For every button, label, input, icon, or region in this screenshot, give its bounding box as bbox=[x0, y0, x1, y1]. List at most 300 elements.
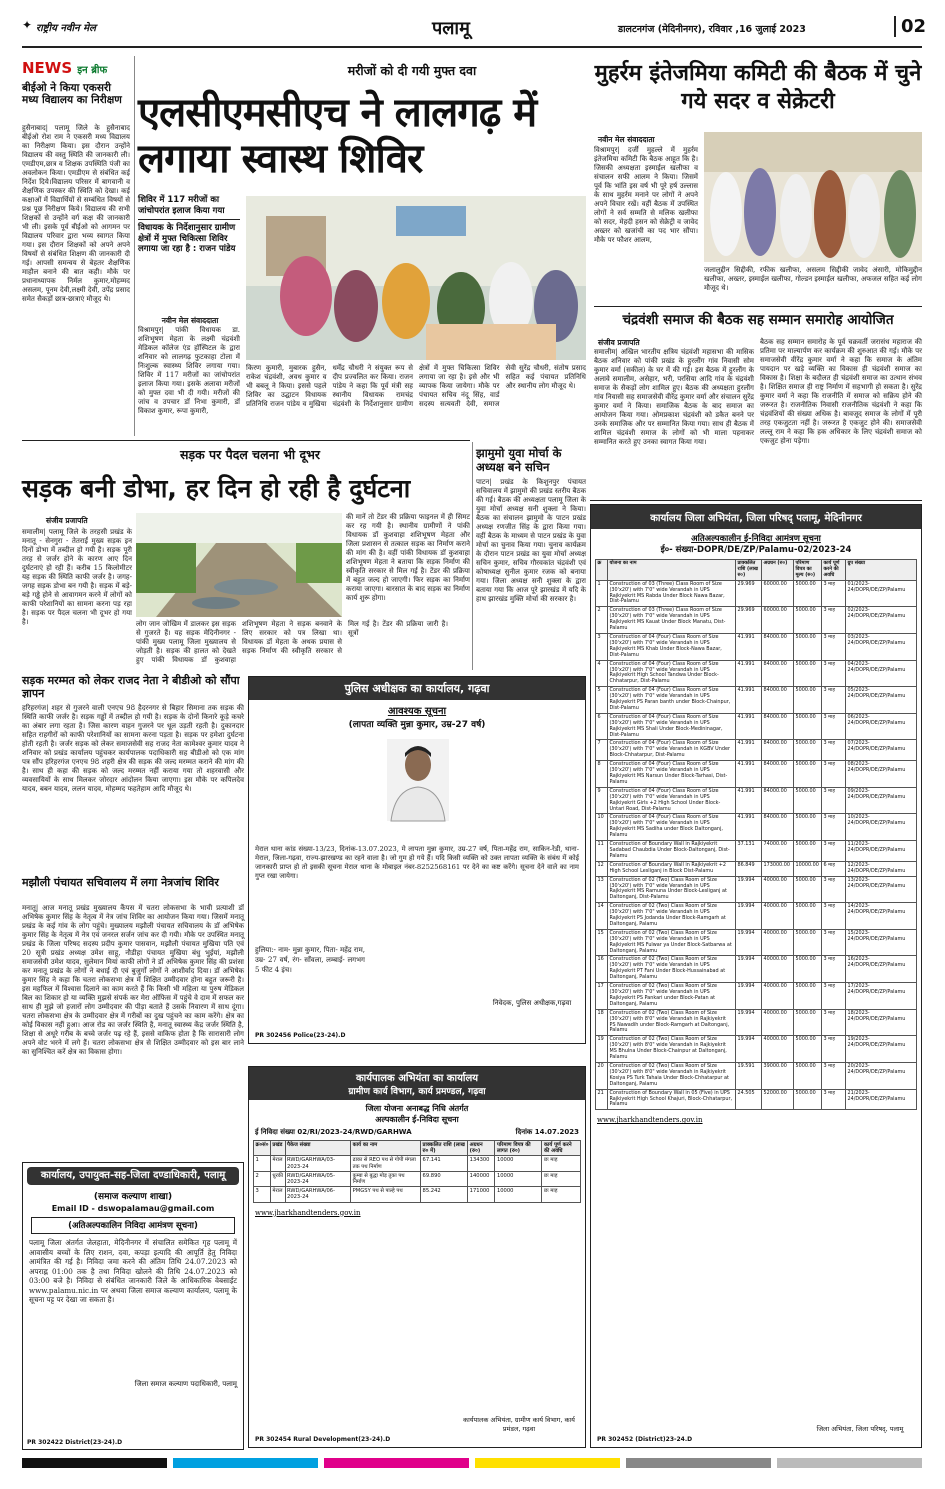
muharram-byline: नवीन मेल संवाददाता bbox=[598, 135, 655, 144]
news-in-brief-label bbox=[22, 58, 122, 78]
zp-table-row-cell: 41.991 bbox=[736, 787, 762, 814]
zp-table-row-cell: 5000.00 bbox=[794, 713, 822, 740]
road-top-rule bbox=[22, 440, 470, 441]
zp-table-row-cell: 5000.00 bbox=[794, 580, 822, 607]
zp-table-row-cell: 5000.00 bbox=[794, 1009, 822, 1036]
zp-table-row-cell: 5000.00 bbox=[794, 740, 822, 761]
rwd-col-header: क्र०सं० bbox=[254, 1141, 271, 1156]
dateline: डालटनगंज (मेदिनीनगर), रविवार ,16 जुलाई 2023 bbox=[618, 24, 806, 35]
zp-table-row-cell: 3 माह bbox=[822, 580, 846, 607]
zp-table-row-cell: 16 bbox=[596, 956, 608, 983]
zp-col-header: क्र bbox=[596, 560, 608, 581]
masthead bbox=[22, 16, 927, 46]
zp-table-row bbox=[596, 876, 917, 903]
zp-table-row-cell: 17 bbox=[596, 983, 608, 1010]
dswo-sign: जिला समाज कल्याण पदाधिकारी, पलामू bbox=[134, 1380, 237, 1388]
dswo-sub: (समाज कल्याण शाखा) bbox=[93, 1192, 173, 1202]
lead-body-1: विश्रामपुर| पांकी विधायक डा. शशिभूषण मेहता के लक्ष्मी चंद्रवंशी मेडिकल कॉलेज एंड हॉस्पिटल के द्वारा शनिवार को लालगढ़ फुटकाहा टोला में निःशुल्क स्वास्थ्य शिविर लगाया गया। शिविर में 117 मरीजों का जांचोपरांत इलाज किया गया। इसके अलावा मरीजों को मुफ्त दवा भी दी गयी। मरीजों की जांच व उपचार डॉ निभा कुमारी, डॉ विकाश कुमार, रूपा कुमारी, bbox=[138, 326, 240, 415]
zp-table-row-cell: 5000.00 bbox=[794, 983, 822, 1010]
registration-swatch bbox=[777, 1458, 922, 1468]
rwd-table-row-cell: 140000 bbox=[468, 1171, 495, 1186]
zp-table-row bbox=[596, 929, 917, 956]
zp-table-row bbox=[596, 814, 917, 841]
zp-table-row-cell: Construction of 02 (Two) Class Room of Size (30'x20') with 7'0" wide Verandah in UPS Rajkiyekrit MS Fulwar ya Under Block-Satbarwa at Daltonganj, Palamu bbox=[608, 929, 736, 956]
registration-swatch bbox=[626, 1458, 771, 1468]
police-title: आवश्यक सूचना bbox=[387, 706, 447, 717]
section-name: पलामू bbox=[432, 18, 470, 39]
dswo-body: पलामू जिला अंतर्गत जेलहाता, मेदिनीनगर में संचालित समेकित गृह पलामू में आवासीय बच्चों के लिए राशन, दवा, कपड़ा इत्यादि की आपूर्ति हेतु निविदा आमंत्रित की गई है। निविदा जमा करने की अंतिम तिथि 24.07.2023 को अपराह्न 01:00 तक है तथा निविदा खोलने की तिथि 24.07.2023 को 03:00 बजे है। निविदा से संबंधित जानकारी जिले के आधिकारिक वेबसाईट www.palamu.nic.in पर अथवा जिला समाज कल्याण कार्यालय, पलामू के सूचना पट्ट पर देखा जा सकता है। bbox=[29, 1238, 237, 1304]
zp-table-row bbox=[596, 861, 917, 876]
zp-table-row-cell: 09/2023-24/DOPR/DE/ZP/Palamu bbox=[846, 787, 917, 814]
zp-table-row-cell: Construction of 04 (Four) Class Room of Size (30'x20') with 7'0" wide Verandah in UPS Rajkiyekrit MS Shali Under Block-Medininagar, Dist-Palamu bbox=[608, 713, 736, 740]
jmm-body: पाटन| प्रखंड के किशुनपुर पंचायत सचिवालय में झामुमो की प्रखंड स्तरीय बैठक की गई। बैठक की अध्यक्षता पलामू जिला के युवा मोर्चा अध्यक्ष सनी शुक्ला ने किया। बैठक का संचालन झामुमो के पाटन प्रखंड अध्यक्ष रणजीत सिंह के द्वारा किया गया। वहीं बैठक के माध्यम से पाटन प्रखंड के युवा मोर्चा का चुनाव किया गया। चुनाव कार्यक्रम के दौरान पाटन प्रखंड का युवा मोर्चा अध्यक्ष सचिन कुमार, सचिव गौरवकांत चंद्रवंशी एवं कोषाध्यक्ष सुनील कुमार रजक को बनाया गया। जिला अध्यक्ष सनी शुक्ला के द्वारा बताया गया कि आज पूरे झारखंड में यदि के हाथ झारखंड मुक्ति मोर्चा की सरकार है। bbox=[476, 478, 586, 603]
zp-table-row bbox=[596, 687, 917, 714]
rwd-table-row-cell: कुम्बा से बुद्धा मोड़ तुका पथ निर्माण bbox=[351, 1171, 421, 1186]
muharram-rule bbox=[594, 306, 922, 307]
news-label: NEWS bbox=[22, 59, 73, 77]
zp-table-row-cell: Construction of 04 (Four) Class Room of Size (30'x20') with 7'0" wide Verandah in UPS Rajkiyekrit MS Khab Under Block-Nawa Bazar, Dist-Palamu bbox=[608, 633, 736, 660]
zp-table-row-cell: 3 माह bbox=[822, 983, 846, 1010]
zp-table-row-cell: 8 bbox=[596, 761, 608, 788]
zp-table-row-cell: 173000.00 bbox=[762, 861, 794, 876]
police-pr: PR 302456 Police(23-24).D bbox=[255, 1032, 346, 1039]
police-notice bbox=[248, 676, 586, 1044]
lead-photo bbox=[246, 196, 586, 360]
zp-table-row-cell: 16/2023-24/DOPR/DE/ZP/Palamu bbox=[846, 956, 917, 983]
zp-table-row-cell: 5000.00 bbox=[794, 687, 822, 714]
zp-table-row-cell: Construction of Boundary Wall in 05 (Five) in UPS Rajkiyekrit High School Khajuri, Block-Chhatarpur, Palamu bbox=[608, 1089, 736, 1110]
rwd-col-header: परिमाण विपत्र की लागत (रु०) bbox=[495, 1141, 542, 1156]
road-headline: सड़क बनी डोभा, हर दिन हो रही है दुर्घटना bbox=[22, 474, 411, 503]
chandra-body-2: बैठक सह सम्मान समारोह के पूर्व चक्रवर्ती जरासंध महाराज की प्रतिमा पर माल्यार्पण कर कार्यक्रम की शुरुआत की गई। मौके पर समाजसेवी वीरेंद्र कुमार वर्मा ने कहा कि समाज के अंतिम पायदान पर खड़े व्यक्ति का विकास ही चंद्रवंशी समाज का विकास है। शिक्षा के बदौलत ही चंद्रवंशी समाज का उत्थान संभव है। शिक्षित समाज ही राष्ट्र निर्माण में सहभागी हो सकता है। सुरेंद्र कुमार वर्मा ने कहा कि राजनीति में समाज को सक्रिय होने की जरूरत है। राजनीतिक निवासी राजनीतिक चंद्रवंशी ने कहा कि चंद्रवंशियों की संख्या अधिक है। बावजूद समाज के लोगों में पूरी तरह एकजुटता नहीं है। जरूरत है एकजुट होने की। समाजसेवी लल्लू राम ने कहा कि हक अधिकार के लिए चंद्रवंशी समाज को एकजुट होना पड़ेगा। bbox=[760, 338, 922, 445]
rwd-table-row-cell: 134300 bbox=[468, 1156, 495, 1171]
zp-table-row-cell: 19/2023-24/DOPR/DE/ZP/Palamu bbox=[846, 1036, 917, 1063]
zp-table-row-cell: 84000.00 bbox=[762, 633, 794, 660]
zp-table-row-cell: 41.991 bbox=[736, 740, 762, 761]
dswo-notice-title: (अतिअल्पकालिन निविदा आमंत्रण सूचना) bbox=[31, 1217, 235, 1234]
chandra-rule bbox=[590, 500, 922, 501]
brief-3-title: मझौली पंचायत सचिवालय में लगा नेत्रजांच शिविर bbox=[22, 876, 219, 889]
zp-table-row-cell: 3 माह bbox=[822, 713, 846, 740]
dswo-pr: PR 302422 District(23-24).D bbox=[27, 1439, 123, 1446]
rwd-col-header: पैकेज संख्या bbox=[285, 1141, 351, 1156]
muharram-photo bbox=[704, 132, 922, 262]
muharram-caption: जलालुद्दीन सिद्दीकी, रफीक खलीफा, असलम सिद्दीकी जावेद अंसारी, मोकिमुद्दीन खलीफा, अख्तर, इस्माईल खलीफा, गोल्डन इस्माईल खलीफा, अफजल सहित कई लोग मौजूद थे। bbox=[704, 266, 922, 292]
zp-table-row-cell: 3 माह bbox=[822, 903, 846, 930]
police-details: हुलिया:- नाम- मुन्ना कुमार, पिता- महेंद्र राम, उम्र- 27 वर्ष, रंग- साँवला, लम्बाई- लगभग 5 फीट 4 इंच। bbox=[255, 946, 365, 974]
zp-table-row-cell: Construction of 04 (Four) Class Room of Size (30'x20') with 7'0" wide Verandah in UPS Rajkiyekrit High School Tandwa Under Block-Chhatarpur, Dist-Palamu bbox=[608, 660, 736, 687]
zp-table-row-cell: 5000.00 bbox=[794, 633, 822, 660]
rwd-table bbox=[253, 1140, 581, 1203]
zp-table-row-cell: 5000.00 bbox=[794, 1062, 822, 1089]
zp-table-row bbox=[596, 607, 917, 634]
chandra-body-1: समालीम| अखिल भारतीय क्षत्रिय चंद्रवंशी महासभा की मासिक बैठक शनिवार को पांकी प्रखंड के हुरलौंग गांव निवासी सोम कुमार वर्मा (सकील) के घर में की गई। इस बैठक में हुरलौंग के अलावे समालीम, असेहार, भरी, परसिया आदि गांव के चंद्रवंशी समाज के सैकड़ों लोग शामिल हुए। बैठक की अध्यक्षता हुरलौंग गांव निवासी सह समाजसेवी वीरेंद्र कुमार वर्मा और संचालन सुरेंद्र कुमार वर्मा ने किया। समाजिक बैठक के बाद समाज का आयोजन किया गया। ओमप्रकाश चंद्रवंशी को डकैत बनने पर उनके समाजिक और पर सम्मानित किया गया। साथ ही बैठक में शामिल चंद्रवंशी समाज के लोगों को भी माला पहनाकर सम्मानित करते हुए उनका स्वागत किया गया। bbox=[594, 348, 754, 446]
rwd-table-row-cell: ढाका से REO पथ से गोपी मंगला तक पथ निर्माण bbox=[351, 1156, 421, 1171]
zp-table-row-cell: Construction of 02 (Two) Class Room of Size (30'x20') with 7'0" wide Verandah in UPS Rajkiyekrit PS Pankari under Block-Patan at Daltonganj, Palamu bbox=[608, 983, 736, 1010]
zp-table-row-cell: 3 माह bbox=[822, 814, 846, 841]
zp-table-row-cell: Construction of Boundary Wall in Rajkiyekrit Sadabad Chaubdia Under Block-Daltonganj, Dist-Palamu bbox=[608, 841, 736, 862]
zp-table-row-cell: 84000.00 bbox=[762, 740, 794, 761]
zp-table-row-cell: 20/2023-24/DOPR/DE/ZP/Palamu bbox=[846, 1062, 917, 1089]
lead-byline: नवीन मेल संवाददाता bbox=[161, 316, 219, 325]
zp-table-row-cell: 19.994 bbox=[736, 903, 762, 930]
zp-table-row-cell: 3 bbox=[596, 633, 608, 660]
zp-table-row-cell: 5000.00 bbox=[794, 841, 822, 862]
zp-table-wrap bbox=[595, 559, 917, 1110]
rwd-table-row-cell: छः माह bbox=[542, 1171, 581, 1186]
jmm-headline: झामुमो युवा मोर्चा के अध्यक्ष बने सचिन bbox=[476, 446, 562, 474]
zp-table-row-cell: 84000.00 bbox=[762, 787, 794, 814]
zp-website[interactable]: www.jharkhandtenders.gov.in bbox=[597, 1116, 703, 1125]
rwd-table-row-cell: PMGSY पथ से पाल्हे पथ bbox=[351, 1187, 421, 1202]
zp-table-row-cell: 6 माह bbox=[822, 861, 846, 876]
zp-table-row bbox=[596, 903, 917, 930]
zp-table-row-cell: 21/2023-24/DOPR/DE/ZP/Palamu bbox=[846, 1089, 917, 1110]
registration-swatch bbox=[324, 1458, 469, 1468]
zp-table-row-cell: 3 माह bbox=[822, 740, 846, 761]
chandra-byline: संजीव प्रजापति bbox=[598, 338, 640, 347]
zp-table-row-cell: 06/2023-24/DOPR/DE/ZP/Palamu bbox=[846, 713, 917, 740]
zp-table-row-cell: Construction of 02 (Two) Class Room of Size (30'x20') with 7'0" wide Verandah in UPS Rajkiyekrit PS Jodanda Under Block-Ramgarh at Daltonganj, Palamu bbox=[608, 903, 736, 930]
zp-table-row-cell: 5000.00 bbox=[794, 660, 822, 687]
registration-swatch bbox=[475, 1458, 620, 1468]
zp-table-row-cell: 05/2023-24/DOPR/DE/ZP/Palamu bbox=[846, 687, 917, 714]
zp-table-row-cell: 40000.00 bbox=[762, 903, 794, 930]
zp-table-row-cell: Construction of 03 (Three) Class Room of Size (30'x20') with 7'0" wide Verandah in UPS Rajkiyekrit MS Rabda Under Block Nawa Bazar, Dist-Palamu bbox=[608, 580, 736, 607]
registration-swatch bbox=[22, 1458, 167, 1468]
zp-table-row-cell: 41.991 bbox=[736, 660, 762, 687]
rwd-scheme: जिला योजना अनाबद्ध निधि अंतर्गत bbox=[365, 1104, 469, 1113]
zp-table-row-cell: 3 माह bbox=[822, 929, 846, 956]
zp-table-header bbox=[596, 560, 917, 581]
zp-tender bbox=[590, 504, 922, 1448]
zp-number: ई०- संख्या-DOPR/DE/ZP/Palamu-02/2023-24 bbox=[660, 545, 852, 555]
rwd-num-row bbox=[255, 1128, 579, 1137]
zp-table-row bbox=[596, 660, 917, 687]
zp-table-row-cell: 3 माह bbox=[822, 841, 846, 862]
muharram-photo-graphic bbox=[704, 132, 922, 262]
zp-table-row-cell: Construction of 02 (Two) Class Room of Size (30'x20') with 8'0" wide Verandah in Rajkiyekrit MS Bhulna Under Block-Chainpur at Daltonganj, Palamu bbox=[608, 1036, 736, 1063]
zp-col-header: अग्रधन (रु०) bbox=[762, 560, 794, 581]
zp-table-row-cell: 3 माह bbox=[822, 1062, 846, 1089]
rwd-notice bbox=[248, 1066, 586, 1448]
zp-table-row-cell: 84000.00 bbox=[762, 687, 794, 714]
zp-table-row-cell: Construction of 02 (Two) Class Room of Size (30'x20') with 8'0" wide Verandah in Rajkiyekrit Kosiya PS Turk Tahaia Under Block-Chhatarpur at Daltonganj, Palamu bbox=[608, 1062, 736, 1089]
police-sign: निवेदक, पुलिस अधीक्षक,गढ़वा bbox=[492, 999, 572, 1007]
rwd-table-row-cell: 69.890 bbox=[421, 1171, 468, 1186]
dswo-notice bbox=[22, 1162, 244, 1450]
zp-table-row-cell: 3 माह bbox=[822, 787, 846, 814]
jmm-divider bbox=[472, 442, 473, 670]
zp-table-row-cell: 3 माह bbox=[822, 876, 846, 903]
zp-table-row bbox=[596, 1089, 917, 1110]
zp-table-row bbox=[596, 841, 917, 862]
brief-1-title: बीईओ ने किया एकसरी मध्य विद्यालय का निरीक्षण bbox=[22, 82, 122, 106]
zp-table-row-cell: 5000.00 bbox=[794, 1089, 822, 1110]
zp-table-row-cell: 19.994 bbox=[736, 983, 762, 1010]
rwd-table-row-cell: 10000 bbox=[495, 1171, 542, 1186]
rwd-table-header bbox=[254, 1141, 581, 1156]
rwd-table-row-cell: 10000 bbox=[495, 1156, 542, 1171]
zp-table-row-cell: 18 bbox=[596, 1009, 608, 1036]
road-kicker: सड़क पर पैदल चलना भी दूभर bbox=[179, 447, 321, 462]
zp-table-row-cell: 52000.00 bbox=[762, 1089, 794, 1110]
road-photo-graphic bbox=[136, 513, 342, 617]
rwd-col-header: कार्य का नाम bbox=[351, 1141, 421, 1156]
zp-table-row-cell: 41.991 bbox=[736, 761, 762, 788]
zp-table-row-cell: 40000.00 bbox=[762, 876, 794, 903]
rwd-website[interactable]: www.jharkhandtenders.gov.in bbox=[255, 1208, 361, 1217]
zp-table-row-cell: 3 माह bbox=[822, 761, 846, 788]
rwd-pr: PR 302454 Rural Development(23-24).D bbox=[255, 1436, 391, 1443]
zp-table-row bbox=[596, 740, 917, 761]
rwd-table-body bbox=[254, 1156, 581, 1202]
rwd-notice-title: अल्पकालीन ई-निविदा सूचना bbox=[375, 1115, 459, 1124]
zp-table-row-cell: 15 bbox=[596, 929, 608, 956]
zp-table-row-cell: 6 bbox=[596, 713, 608, 740]
zp-table-row-cell: Construction of 04 (Four) Class Room of Size (30'x20') with 7'0" wide Verandah in UPS Rajkiyekrit PS Paran banth under Block-Chainpur, Dist-Palamu bbox=[608, 687, 736, 714]
zp-table-row-cell: 86.849 bbox=[736, 861, 762, 876]
rwd-table-row-cell: छः माह bbox=[542, 1156, 581, 1171]
zp-table-body bbox=[596, 580, 917, 1110]
rwd-table-wrap bbox=[253, 1140, 581, 1203]
zp-table-row-cell: 20 bbox=[596, 1062, 608, 1089]
rwd-table-row-cell: 2 bbox=[254, 1171, 271, 1186]
zp-table-row-cell: 3 माह bbox=[822, 1009, 846, 1036]
zp-table-row-cell: 08/2023-24/DOPR/DE/ZP/Palamu bbox=[846, 761, 917, 788]
lead-deck-2: विधायक के निर्देशानुसार ग्रामीण क्षेत्रों में मुफ्त चिकित्सा शिविर लगाया जा रहा है : राजन पांडेय bbox=[138, 223, 236, 254]
zp-table-row-cell: 3 माह bbox=[822, 687, 846, 714]
rwd-table-row-cell: 1 bbox=[254, 1156, 271, 1171]
zp-table-row-cell: 9 bbox=[596, 787, 608, 814]
zp-col-header: योजना का नाम bbox=[608, 560, 736, 581]
rwd-table-row-cell: 171000 bbox=[468, 1187, 495, 1202]
masthead-rule bbox=[22, 46, 922, 48]
rwd-col-header: प्राक्कलित राशि (लाख रु० में) bbox=[421, 1141, 468, 1156]
zp-table-row-cell: 41.991 bbox=[736, 713, 762, 740]
road-photo bbox=[136, 513, 342, 617]
rwd-table-row-cell: 3 bbox=[254, 1187, 271, 1202]
zp-table-row-cell: 40000.00 bbox=[762, 956, 794, 983]
zp-col-header: ग्रुप संख्या bbox=[846, 560, 917, 581]
road-body-3: की मानें तो टेंडर की प्रक्रिया फाइनल में ही सिमट कर रह गयी है। स्थानीय ग्रामीणों ने पांकी विधायक डॉ कुशवाहा शशिभूषण मेहता और जिला प्रशासन से तत्काल सड़क का निर्माण कराने की मांग की है। वहीं पांकी विधायक डॉ कुशवाहा शशिभूषण मेहता ने बताया कि सड़क निर्माण की स्वीकृति सरकार से मिल गई है। टेंडर की प्रक्रिया में बहुत जल्द हो जाएगी। फिर सड़क का निर्माण कराया जाएगा। बारसात के बाद सड़क का निर्माण कार्य शुरू होगा। bbox=[346, 513, 470, 602]
zp-table-row-cell: Construction of 02 (Two) Class Room of Size (30'x20') with 8'0" wide Verandah in Rajkiyekrit PS Nawadih under Block-Ramgarh at Daltonganj, Palamu bbox=[608, 1009, 736, 1036]
zp-table-row-cell: Construction of 04 (Four) Class Room of Size (30'x20') with 7'0" wide Verandah in KGBV Under Block-Chhatarpur, Dist-Palamu bbox=[608, 740, 736, 761]
zp-table-row bbox=[596, 956, 917, 983]
zp-table-row-cell: 40000.00 bbox=[762, 1036, 794, 1063]
rwd-date: दिनांक 14.07.2023 bbox=[515, 1128, 579, 1136]
rwd-table-row-cell: RWD/GARHWA/03-2023-24 bbox=[285, 1156, 351, 1171]
rwd-table-row bbox=[254, 1171, 581, 1186]
zp-table-row-cell: 5000.00 bbox=[794, 814, 822, 841]
zp-office: कार्यालय जिला अभियंता, जिला परिषद् पलामू, मेदिनीनगर bbox=[591, 505, 921, 529]
zp-table-row-cell: Construction of 04 (Four) Class Room of Size (30'x20') with 7'0" wide Verandah in UPS Rajkiyekrit Girls +2 High School Under Block-Untari Road, Dist-Palamu bbox=[608, 787, 736, 814]
rwd-office-band bbox=[249, 1067, 585, 1100]
zp-col-header: कार्य पूर्ण करने की अवधि bbox=[822, 560, 846, 581]
brief-2-title: सड़क मरम्मत को लेकर राजद नेता ने बीडीओ को सौंपा ज्ञापन bbox=[22, 674, 240, 700]
brief-1-body: हुसैनाबाद| पलामू जिले के हुसैनाबाद बीईओ रोश राम ने एकसरी मध्य विद्यालय का निरीक्षण किया। इस दौरान उन्होंने विद्यालय की वस्तु स्थिति की जानकारी ली। एमडीएम,छात्र व शिक्षक उपस्थिति पंजी का अवलोकन किया। एमडीएम से संबंधित कई निर्देश दिये।विद्यालय परिसर में बागवानी व शैक्षणिक उपस्कर की स्थिति को देखा। कई कक्षाओं में विद्यार्थियों से सम्बंधित विषयों से प्रश्न पूछ निरीक्षण किये। विद्यालय की सभी शिक्षकों से उन्होंने वर्ग कक्ष की जानकारी भी ली। इसके पूर्व बीईओ को आगमन पर विद्यालय परिवार द्वारा भव्य स्वागत किया गया। इस दौरान शिक्षकों को अपने अपने विषयों से संबंधित शिक्षण की जानकारी दी गई। आपसी समन्वय से बेहतर शैक्षणिक माहौल बनाने की बात कही। मौके पर प्रधानाध्यापक निर्मल कुमार,मोहम्मद असलम, पूनम देवी,लक्ष्मी देवी, उपेंद्र प्रसाद समेत सैकड़ों छात्र-छात्राएं मौजूद थे। bbox=[22, 124, 130, 303]
zp-table-row-cell: 74000.00 bbox=[762, 841, 794, 862]
zp-table-row-cell: 01/2023-24/DOPR/DE/ZP/Palamu bbox=[846, 580, 917, 607]
zp-table-row-cell: Construction of 02 (Two) Class Room of Size (30'x20') with 7'0" wide Verandah in UPS Rajkiyekrit PT Fani Under Block-Hussainabad at Daltonganj, Palamu bbox=[608, 956, 736, 983]
zp-table-row-cell: 41.991 bbox=[736, 814, 762, 841]
road-body-1: समालीम| पलामू जिले के तरहसी प्रखंड के मनातू - सेनगुरा - तेतराईं मुख्य सड़क इन दिनों डोभा में तब्दील हो गयी है। सड़क पूरी तरह से जर्जर होने के कारण आए दिन दुर्घटनाएं हो रही हैं। करीब 15 किलोमीटर यह सड़क की स्थिति काफी जर्जर है। जगह-जगह सड़क डोभा बन गयी है। सड़क में बड़े-बड़े गड्ढे होने से आवागमन करने में लोगों को काफी परेशानियों का सामना करना पड़ रहा है। सड़क पर पैदल चलना भी दूभर हो गया है। bbox=[22, 528, 132, 626]
zp-table-row-cell: 84000.00 bbox=[762, 761, 794, 788]
zp-table-row-cell: 19.994 bbox=[736, 929, 762, 956]
masthead-logo-icon: ✦ bbox=[22, 18, 33, 32]
zp-table-row-cell: 60000.00 bbox=[762, 580, 794, 607]
zp-table bbox=[595, 559, 917, 1110]
rwd-table-row-cell: RWD/GARHWA/05-2023-24 bbox=[285, 1171, 351, 1186]
zp-table-row-cell: Construction of 04 (Four) Class Room of Size (30'x20') with 7'0" wide Verandah in UPS Rajkiyekrit MS Sadiha under Block Daltonganj, Palamu bbox=[608, 814, 736, 841]
paper-name: राष्ट्रीय नवीन मेल bbox=[36, 23, 96, 34]
zp-table-row bbox=[596, 580, 917, 607]
zp-table-row-cell: 17/2023-24/DOPR/DE/ZP/Palamu bbox=[846, 983, 917, 1010]
zp-table-row-cell: 2 bbox=[596, 607, 608, 634]
lead-deck-1: शिविर में 117 मरीजों का जांचोपरांत इलाज किया गया bbox=[138, 195, 240, 220]
zp-table-row-cell: 14/2023-24/DOPR/DE/ZP/Palamu bbox=[846, 903, 917, 930]
zp-table-row-cell: 12 bbox=[596, 861, 608, 876]
missing-person-photo bbox=[387, 739, 449, 821]
zp-table-row-cell: 5000.00 bbox=[794, 787, 822, 814]
rwd-table-row-cell: छः माह bbox=[542, 1187, 581, 1202]
lead-kicker: मरीजों को दी गयी मुफ्त दवा bbox=[347, 63, 477, 78]
zp-table-row bbox=[596, 1009, 917, 1036]
zp-table-row-cell: 5000.00 bbox=[794, 956, 822, 983]
rwd-sub: ग्रामीण कार्य विभाग, कार्य प्रमण्डल, गढ़वा bbox=[348, 1087, 486, 1097]
rwd-table-row-cell: RWD/GARHWA/06-2023-24 bbox=[285, 1187, 351, 1202]
zp-table-row-cell: 7 bbox=[596, 740, 608, 761]
zp-table-row-cell: 5000.00 bbox=[794, 929, 822, 956]
rwd-table-row-cell: मेराल bbox=[270, 1187, 285, 1202]
zp-table-row-cell: 03/2023-24/DOPR/DE/ZP/Palamu bbox=[846, 633, 917, 660]
zp-table-row-cell: 24.505 bbox=[736, 1089, 762, 1110]
zp-table-row bbox=[596, 1062, 917, 1089]
page-number: 02 bbox=[894, 16, 926, 37]
zp-table-row-cell: 60000.00 bbox=[762, 607, 794, 634]
road-body-2: लोग जान जोखिम में डालकर इस सड़क से गुजरते हैं। यह सड़क मेदिनीनगर - पांकी मुख्य पलामू जिला मुख्यालय से जोड़ती है। सड़क की हालत को देखते हुए पांकी विधायक डॉ कुशवाहा शशिभूषण मेहता ने सड़क बनवाने के लिए सरकार को पत्र लिखा था। विधायक डॉ मेहता के अथक प्रयास से सड़क निर्माण की स्वीकृति सरकार से मिल गई है। टेंडर की प्रक्रिया जारी है। सूत्रों bbox=[136, 620, 448, 664]
zp-table-row-cell: 3 माह bbox=[822, 660, 846, 687]
zp-table-row-cell: 19.994 bbox=[736, 1009, 762, 1036]
zp-table-row-cell: 40000.00 bbox=[762, 1009, 794, 1036]
dswo-email: Email ID - dswopalamau@gmail.com bbox=[51, 1204, 215, 1213]
zp-table-row-cell: 3 माह bbox=[822, 956, 846, 983]
zp-table-row-cell: 19.994 bbox=[736, 1036, 762, 1063]
lead-body-2: किरण कुमारी, मुबारक हुसैन, राकेश चंद्रवंशी, अवध कुमार व भी बबलू ने किया। इससे पहले शिविर का उद्घाटन विधायक प्रतिनिधि राजन पांडेय व मुखिया धर्मेंद्र चौधरी ने संयुक्त रूप से दीप प्रज्वलित कर किया। राजन पांडेय ने कहा कि पूर्व मंत्री सह स्थानीय विधायक रामचंद्र चंद्रवंशी के निर्देशानुसार ग्रामीण क्षेत्रों में मुफ्त चिकित्सा शिविर लगाया जा रहा है। इसे और भी व्यापक किया जायेगा। मौके पर पंचायत सचिव नंदू सिंह, वार्ड सदस्य सत्यवती देवी, समाज सेवी सुरेंद्र चौधरी, संतोष प्रसाद सहित कई पंचायत प्रतिनिधि और स्थानीय लोग मौजूद थे। bbox=[246, 364, 586, 408]
zp-table-row-cell: 39000.00 bbox=[762, 1062, 794, 1089]
zp-table-row-cell: 3 माह bbox=[822, 1089, 846, 1110]
dswo-office: कार्यालय, उपायुक्त-सह-जिला दण्डाधिकारी, पलामू bbox=[27, 1167, 239, 1185]
zp-table-row-cell: 29.969 bbox=[736, 580, 762, 607]
zp-table-row-cell: Construction of Boundary Wall in Rajkiyekrit +2 High School Lesliganj in Block Dist-Palamu bbox=[608, 861, 736, 876]
zp-table-row-cell: Construction of 02 (Two) Class Room of Size (30'x20') with 7'0" wide Verandah in UPS Rajkiyekrit MS Ramuna Under Block-Lesliganj at Daltonganj, Dist-Palamu bbox=[608, 876, 736, 903]
zp-table-row bbox=[596, 787, 917, 814]
zp-table-row-cell: 3 माह bbox=[822, 633, 846, 660]
lead-deck-box bbox=[138, 195, 240, 277]
zp-table-row bbox=[596, 633, 917, 660]
rwd-table-row-cell: धुरकी bbox=[270, 1171, 285, 1186]
zp-table-row-cell: 3 माह bbox=[822, 607, 846, 634]
person-photo-graphic bbox=[387, 739, 449, 821]
zp-table-row bbox=[596, 1036, 917, 1063]
rwd-table-row-cell: 10000 bbox=[495, 1187, 542, 1202]
zp-table-row-cell: 4 bbox=[596, 660, 608, 687]
police-body: मेराल थाना कांड संख्या-13/23, दिनांक-13.07.2023, मे लापता मुन्ना कुमार, उम्र-27 वर्ष, पिता-महेंद्र राम, साकिन-रेडी, थाना-मेराल, जिला-गढ़वा, राज्य-झारखण्ड का रहने वाला है। जो गुम हो गये हैं। यदि किसी व्यक्ति को उक्त लापता व्यक्ति के संबंध में कोई जानकारी प्राप्त हो तो इसकी सूचना मेराल थाना के मोबाइल नंबर-8252568161 पर देने का कष्ट करेंगे। सूचना देने वाले का नाम गुप्त रखा जायेगा। bbox=[255, 845, 579, 880]
zp-table-row-cell: 1 bbox=[596, 580, 608, 607]
brief-3-body: मनातू| आज मनातू प्रखंड मुख्यालय कैंपस में चतरा लोकसभा के भावी प्रत्याशी डॉ अभिषेक कुमार सिंह के नेतृत्व में नेत्र जांच शिविर का आयोजन किया गया। जिसमें मनातू प्रखंड के कई गांव के लोग पहुंचे। मुख्यालय मझौली पंचायत सचिवालय के डॉ अभिषेक कुमार सिंह के नेतृत्व में नेत्र एवं जनरल सर्जन जांच कर दी गयी। मौके पर उपस्थित मनातू प्रखंड के जिला परिषद सदस्य प्रदीप कुमार पासवान, मझौली पंचायत मुखिया पति एवं 20 सूत्री प्रखंड अध्यक्ष उमेश साहू, नौडीहा पंचायत मुखिया बंधु भुईयां, मझौली समाजसेवी उमेश यादव, सुलेमान मियां काफी लोगों ने डॉ अभिषेक कुमार सिंह की प्रशंसा कर मनातू प्रखंड के लोगों ने बधाई दी एवं बुजुर्गों लोगों ने आशीर्वाद दिया। डॉ अभिषेक कुमार सिंह ने कहा कि चतरा लोकसभा क्षेत्र में शिक्षित उम्मीदवार होना बहुत जरूरी है। इस महफिल में विश्वास दिलाने का काम करते हैं कि किसी भी महिला या पुरुष मेडिकल बिल का शिकार हो या व्यक्ति मुझसे संपर्क कर मेरा ऑफिस में पहुंचे वे दाम में सफल कर साथ ही मुझे जो हजारों लोग उम्मीदवार की पीड़ा बताते हैं उसके निवारण में साथ दूंगा। चतरा लोकसभा क्षेत्र के उम्मीदवार क्षेत्र में गरीबों का दुख पहुंचने का काम करेंगे। क्षेत्र का कोई विकास नहीं हुआ। आज रोड का जर्जर स्थिति है, मनातू स्वास्थ्य केंद्र जर्जर स्थिति है, शिक्षा से अधूरे गरीब के बच्चे जर्जर पढ़ रहे हैं, इससे वाकिफ होता है कि सारासारी लोग अपने वोट भरने में लगे हैं। चतरा लोकसभा क्षेत्र से शिक्षित उम्मीदवार को इस बार लाने का सुनिश्चित करें क्षेत्र का विकास होगा। bbox=[22, 904, 244, 1056]
zp-table-row-cell: 12/2023-24/DOPR/DE/ZP/Palamu bbox=[846, 861, 917, 876]
zp-table-row-cell: 5000.00 bbox=[794, 903, 822, 930]
rwd-table-row bbox=[254, 1156, 581, 1171]
zp-table-row-cell: 19.591 bbox=[736, 1062, 762, 1089]
zp-table-row-cell: Construction of 04 (Four) Class Room of Size (30'x20') with 7'0" wide Verandah in UPS Rajkiyekrit MS Narsun Under Block-Tarhasi, Dist-Palamu bbox=[608, 761, 736, 788]
zp-table-row-cell: 84000.00 bbox=[762, 713, 794, 740]
rwd-sign: कार्यपालक अभियंता, ग्रामीण कार्य विभाग, कार्य प्रमंडल, गढ़वा bbox=[463, 1416, 575, 1433]
zp-table-row-cell: 04/2023-24/DOPR/DE/ZP/Palamu bbox=[846, 660, 917, 687]
color-registration-bar bbox=[22, 1458, 922, 1468]
rwd-col-header: प्रखंड bbox=[270, 1141, 285, 1156]
zp-table-row-cell: 11 bbox=[596, 841, 608, 862]
zp-table-row-cell: 5000.00 bbox=[794, 607, 822, 634]
zp-table-row bbox=[596, 983, 917, 1010]
zp-table-row-cell: 11/2023-24/DOPR/DE/ZP/Palamu bbox=[846, 841, 917, 862]
zp-pr: PR 302452 (District)23-24.D bbox=[597, 1436, 693, 1443]
zp-table-row-cell: 84000.00 bbox=[762, 814, 794, 841]
rwd-office: कार्यपालक अभियंता का कार्यालय bbox=[355, 1073, 479, 1084]
zp-table-row-cell: 02/2023-24/DOPR/DE/ZP/Palamu bbox=[846, 607, 917, 634]
zp-col-header: प्राक्कलित राशि (लाख रु०) bbox=[736, 560, 762, 581]
lead-headline: एलसीएमसीएच ने लालगढ़ में लगाया स्वास्थ शिविर bbox=[138, 90, 537, 182]
zp-notice-title: अतिअल्पकालीन ई-निविदा आमंत्रण सूचना bbox=[691, 534, 821, 544]
zp-table-row-cell: 41.991 bbox=[736, 687, 762, 714]
zp-col-header: परिमाण विपत्र का मूल्य (रु०) bbox=[794, 560, 822, 581]
zp-sign: जिला अभियंता, जिला परिषद्, पलामू bbox=[816, 1425, 904, 1433]
zp-table-row-cell: Construction of 03 (Three) Class Room of Size (30'x20') with 7'0" wide Verandah in UPS Rajkiyekrit MS Kauat Under Block Manatu, Dist-Palamu bbox=[608, 607, 736, 634]
zp-table-row-cell: 5000.00 bbox=[794, 761, 822, 788]
zp-table-row-cell: 40000.00 bbox=[762, 983, 794, 1010]
zp-table-row-cell: 14 bbox=[596, 903, 608, 930]
rwd-table-row-cell: 67.141 bbox=[421, 1156, 468, 1171]
zp-table-row-cell: 21 bbox=[596, 1089, 608, 1110]
rwd-number: ई निविदा संख्या 02/RI/2023-24/RWD/GARHWA bbox=[255, 1128, 412, 1136]
brief-2-body: हरिहरगंज| शहर से गुजरने वाली एनएच 98 हैदरनगर से बिहार सिमाना तक सड़क की स्थिति काफी जर्जर है। सड़क गड्ढों में तब्दील हो गयी है। सड़क के दोनों किनारे कूड़े कचरे का अंबार लगा रहता है। जिस कारण वाहन गुजरने पर धूल उड़ती रहती है। दुकानदार सहित राहगीरों को काफी परेशानियों का सामना करना पड़ता है। सड़क पर हमेशा दुर्घटना होती रहती है। जर्जर सड़क को लेकर समाजसेवी सह राजद नेता कामेश्वर कुमार यादव ने शनिवार को प्रखंड कार्यालय पहुंचकर कार्यपालक पदाधिकारी सह बीडीओ को एक मांग पत्र सौंप हरिहरगंज एनएच 98 शहरी क्षेत्र की सड़क की जल्द मरम्मत कराने की मांग की है। साथ ही कहा की सड़क को जल्द मरम्मत नहीं कराया गया तो शहरवासी और व्यवसायियों के साथ मिलकर जोरदार आंदोलन किया जाएगा। इस मौके पर कपिलदेव यादव, बबन यादव, ललन यादव, मोहम्मद फहतेहाम आदि मौजूद थे। bbox=[22, 704, 244, 793]
rwd-col-header: कार्य पूर्ण करने की अवधि bbox=[542, 1141, 581, 1156]
left-col-divider bbox=[134, 56, 135, 436]
zp-table-row-cell: 07/2023-24/DOPR/DE/ZP/Palamu bbox=[846, 740, 917, 761]
rwd-table-row-cell: मेराल bbox=[270, 1156, 285, 1171]
police-subtitle: (लापता व्यक्ति मुन्ना कुमार, उम्र-27 वर्ष) bbox=[348, 720, 486, 730]
zp-table-row-cell: 5000.00 bbox=[794, 876, 822, 903]
zp-table-row-cell: 19.994 bbox=[736, 876, 762, 903]
in-brief-label: इन ब्रीफ bbox=[77, 65, 108, 76]
zp-table-row-cell: 5 bbox=[596, 687, 608, 714]
zp-table-row-cell: 15/2023-24/DOPR/DE/ZP/Palamu bbox=[846, 929, 917, 956]
zp-table-row-cell: 19.994 bbox=[736, 956, 762, 983]
zp-table-row-cell: 40000.00 bbox=[762, 929, 794, 956]
rwd-col-header: अग्रधन (रु०) bbox=[468, 1141, 495, 1156]
zp-table-row-cell: 84000.00 bbox=[762, 660, 794, 687]
zp-table-row-cell: 5000.00 bbox=[794, 1036, 822, 1063]
road-byline: संजीव प्रजापति bbox=[46, 516, 88, 525]
zp-table-row bbox=[596, 761, 917, 788]
zp-table-row-cell: 18/2023-24/DOPR/DE/ZP/Palamu bbox=[846, 1009, 917, 1036]
zp-table-row-cell: 10 bbox=[596, 814, 608, 841]
zp-table-row-cell: 10/2023-24/DOPR/DE/ZP/Palamu bbox=[846, 814, 917, 841]
police-office: पुलिस अधीक्षक का कार्यालय, गढ़वा bbox=[249, 677, 585, 700]
muharram-body: विश्रामपुर| दर्जी मुहल्ले में मुहर्रम इंतेजमिया कमिटी कि बैठक आहूत कि है। जिसकी अध्यक्षता इस्माईल खलीफा व संचालन सफी आलम ने किया। जिसमें पूर्व कि भांति इस वर्ष भी पूरे हर्ष उल्लास के साथ मुहर्रम मनाने पर लोगों ने अपने अपने विचार रखें। वहीं बैठक में उपस्थित लोगों ने सर्व सम्मति से मलिक खलीफा को सदर, मेहदी हसन को सेक्रेट्री व जावेद अख्तर को खजांची का पद भार सौंपा। मौके पर फौशर आलम, bbox=[594, 146, 698, 244]
zp-table-row-cell: 3 माह bbox=[822, 1036, 846, 1063]
zp-table-row-cell: 29.969 bbox=[736, 607, 762, 634]
